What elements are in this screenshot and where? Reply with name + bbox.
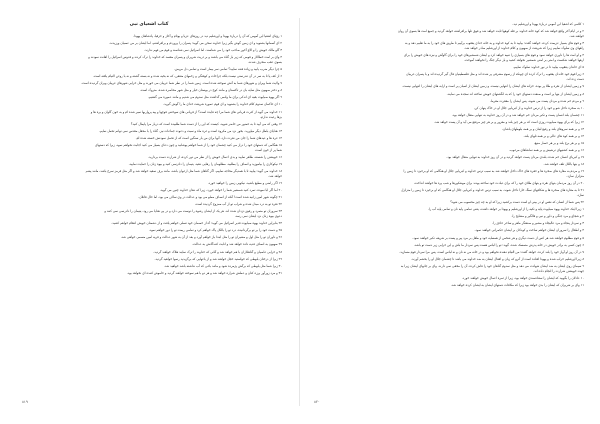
text-line: ۱۲ وقتی که می آیید تا به حضور من حاضر شوید، کیست که این را از دست شما طلبیده است که دربار مرا پایمال کنید؟ bbox=[130, 121, 282, 126]
text-line: ۴ وای بر امت خطاکار و قومی که زیر بار گناه می باشند و بر ذریت شریران و پسران مفسد که خداوند را ترک کردند و قدوس اسرائیل را اهانت نمودند و bbox=[88, 55, 282, 60]
text-line: ۱۵ و بر هر برج بلند و بر هر حصار منیع، bbox=[533, 140, 584, 145]
text-line: ۱۱ چشمان بلند انسان پست و تکبر مردان خم خواهد شد و در آن روز خداوند به تنهایی متعال خواهد بود. bbox=[451, 112, 584, 117]
text-line: ۱۴ و بر همه کوه های عالی و بر همه تلهای بلند، bbox=[523, 133, 584, 138]
text-line: ۲۰ اما اگر ابا نموده، تمرد کنید شمشیر شما را خواهد خورد، زیرا که دهان خداوند چنین می گوید. bbox=[159, 188, 282, 193]
text-line: ۱۰ عادلان را بگویید که ایشان را سعادتمندی خواهد بود، زیرا از ثمره اعمال خویش خواهند خورد. bbox=[461, 275, 584, 280]
text-line: ۸ و دختر صهیون مثل سایه بان در تاکستان و مانند کوخ در بوستان خیار و مثل شهر محاصره شده، متروک است. bbox=[139, 88, 282, 93]
text-line: ۱ کلامی که اشعیا ابن آموص دربارهٔ یهودا و اورشلیم دید. bbox=[512, 22, 584, 26]
text-line: دعوی بیوه زنان نزد ایشان نمی رسد. bbox=[234, 214, 282, 219]
text-line: بزها رغبت ندارم. bbox=[260, 114, 282, 119]
text-line: ۱۱ وای بر شریران که ایشان را بدی خواهد بود زیرا که مکافات دستهای ایشان به ایشان کرده خواهد شد. bbox=[450, 282, 584, 287]
text-line: ۱۱ خداوند می گوید از کثرت قربانی های شما مرا چه فایده است؟ از قربانی های سوختنی قوچها و پیه پرواریها سیر شده ام و به خون گاوان و بره ها و bbox=[90, 109, 282, 114]
text-line: ۹ سیمای روی ایشان به ضد ایشان شهادت می دهد و مثل سدوم گناهان خود را فاش کرده، آن را مخفی نمی دارند. وای بر جانهای ایشان زیرا به bbox=[400, 263, 584, 268]
text-line: ۳۰ زیرا شما مثل بلوطی که برگش پژمرده شود و مانند باغی که آب نداشته باشد خواهید شد. bbox=[163, 263, 282, 268]
page-gutter bbox=[299, 18, 300, 406]
text-line: ۷ در آن روز او آواز خود را بلند کرده، خواهد گفت: من التیام دهنده نخواهم بود و در خانه من نه نان و نه لباس است. پس مرا سردار قوم مسازید. bbox=[399, 249, 584, 254]
text-line: ۱۲ زیرا که برای یهوه صبایوت روزی است که بر هر چیز بلند و مغرور و بر هر چیز مرتفع می آید و آن پست خواهد شد. bbox=[433, 119, 584, 124]
text-line: ۱ زیرا اینک خداوند یهوه صبایوت پایه و تکیه را از اورشلیم و یهودا بر خواهد داشت، یعنی تمامی پایه نان و تمامی پایه آب را. bbox=[427, 207, 584, 212]
text-line: ۱۸ و بتها بالکل تلف خواهند شد. bbox=[543, 161, 584, 166]
text-line: ۱۶ خویشتن را شسته، طاهر نمایید و بدی اعمال خویش را از نظر من دور کرده، از شرارت دست بردارید. bbox=[148, 154, 282, 159]
left-page-text bbox=[16, 34, 282, 276]
text-line: ۱ رؤیای اشعیا ابن آموص که آن را دربارهٔ یهودا و اورشلیم دید در روزهای عزیا و یوتام و آحاز و حزقیا، پادشاهان یهودا. bbox=[133, 34, 282, 38]
text-line: ۸ زیرا اورشلیم خراب شده و یهودا افتاده است از آنرو که زبان و افعال ایشان به ضد خداوند می باشد تا چشمان جلال او را بخشم آورند. bbox=[411, 256, 584, 261]
text-line: متزلزل سازد. bbox=[566, 174, 584, 179]
text-line: ۶ چون کسی به برادر خویش در خانه پدرش متمسک شده، گوید: تو را لباس هست پس سردار ما باش و این خرابی زیر دست تو باشد. bbox=[413, 242, 584, 247]
text-line: خواهد شد. bbox=[268, 173, 282, 178]
text-line: راههای وی سلوک نماییم زیرا که شریعت از صهیون و کلام خداوند از اورشلیم صادر خواهد شد. bbox=[464, 46, 584, 51]
text-line: ۲ ای آسمانها بشنوید و ای زمین گوش بگیر زیرا خداوند سخن می گوید: پسران را پروردم و برافراشتم، اما ایشان بر من عصیان ورزیدند. bbox=[108, 41, 282, 46]
text-line: ۹ و مردم خم شده و مردان پست می شوند، پس ایشان را مغفرت مفرما. bbox=[489, 98, 584, 103]
text-line: ۴ و اطفال را سروران ایشان خواهم ساخت و کودکان بر ایشان حکمرانی خواهند نمود. bbox=[474, 228, 584, 233]
text-line: ۲۲ نقره تو به درد مبدل شده و شراب تو از آب ممزوج گردیده است. bbox=[194, 202, 282, 207]
text-line: ۲۸ و خرابی عاصیان و گناهکاران با هم خواهد شد و آنانی که خداوند را ترک نمایند هلاک خواهند گردید. bbox=[153, 249, 282, 254]
right-page bbox=[318, 22, 584, 402]
text-line: ۲۷ صهیون به انصاف فدیه داده خواهد شد و انابت کنندگانش به عدالت. bbox=[192, 242, 282, 247]
text-line: ۲۳ سروران تو متمرد و رفیق دزدان شده اند. هر یک از ایشان رشوه را دوست می دارد و در پی هدایا می رود. یتیمان را دادرسی نمی کنند و bbox=[104, 209, 282, 214]
book-title: کتاب اشعیای نبی bbox=[129, 22, 169, 27]
text-line: ۱۵ هنگامی که دستهای خود را دراز می کنید چشمان خود را از شما خواهم پوشانید و چون دعای بسیار می کنید اجابت نخواهم نمود، زیرا که دستهای bbox=[95, 142, 282, 147]
text-line: ۲۵ و دست خود را بر تو برگردانیده، درد تو را بالکل پاک خواهم کرد و تمامی ریمت تو را دور خواهم نمود. bbox=[148, 228, 282, 233]
text-line: جهت خویشتن شرارت را انجام داده اند. bbox=[533, 268, 584, 273]
text-line: ۳ گاو مالک خویش را و الاغ آخور صاحب خود را می شناسند، اما اسرائیل نمی شناسند و قوم من فهم ندارند. bbox=[144, 48, 282, 53]
text-line: ۲۱ تا به مغاره های صخره ها و شکافهای سنگ خارا داخل شوند، به سبب ترس خداوند و کبریایی جلال او هنگامی که او برخیزد تا زمین را متزلزل bbox=[401, 188, 584, 193]
text-line: ۱۳ و بر همه سروهای بلند و رفیع لبنان و بر همه بلوطهای باشان، bbox=[501, 126, 584, 131]
left-page bbox=[16, 22, 282, 402]
text-line: ۲ و در ایام آخر واقع خواهد شد که کوه خانه خداوند بر قله کوهها ثابت خواهد شد و فوق تلها برافراشته خواهد گردید و جمیع امت ها بسوی آن روان bbox=[397, 29, 584, 34]
text-line: ۲۴ بنابراین خداوند یهوه صبایوت قدیر اسرائیل می گوید: آه از خصمان خود تسلی خواهم یافت و از دشمنان خویش انتقام خواهم کشید. bbox=[111, 221, 282, 226]
text-line: خواهند شد. bbox=[569, 34, 584, 39]
text-line: ۹ اگر یهوه صبایوت بقیه ای اندکی برای ما وانمی گذاشت مثل سدوم می شدیم و مانند عموره می گشتیم. bbox=[147, 95, 282, 100]
text-line: شما پر از خون است. bbox=[254, 147, 282, 152]
text-line: ۵ و قوم مظلوم خواهند شد هر کس از دست دیگری و هر شخص از همسایه خود و طفل بر مرد پیر و پست بر شریف تکبر خواهند نمود. bbox=[412, 235, 584, 240]
text-line: ۲ و شجاع و مرد جنگی و داور و نبی و فالگیر و مشایخ را، bbox=[511, 214, 584, 219]
left-page-number: ۸۱۹ bbox=[22, 400, 28, 404]
text-line: ۱۷ نیکوکاری را بیاموزید و انصاف را بطلبید. مظلومان را رهایی دهید. یتیمان را دادرسی کنید و بیوه زنان را حمایت نمایید. bbox=[128, 161, 282, 166]
text-line: ۵ ای خاندان یعقوب بیایید تا در نور خداوند سلوک نماییم. bbox=[512, 65, 584, 70]
text-line: ۴ و او امت ها را داوری خواهد نمود و قوم های بسیاری را تنبیه خواهد کرد و ایشان شمشیرهای خود را برای گاوآهن و نیزه های خویش را برای bbox=[403, 53, 584, 58]
text-line: ۱۳ هدایای باطل دیگر میاورید. بخور نزد من مکروه است و غره ماه و سبت و دعوت جماعات نیز. گناه را با محفل مقدس نمی توانم تحمل نمایم. bbox=[98, 128, 282, 133]
text-line: دست زده اند. bbox=[566, 77, 584, 82]
text-line: ۶ از کف پا تا به سر در آن تندرستی نیست بلکه جراحات و کوفتگی و زخمهای متعفن، که نه بخیه شده و نه بسته گشته و نه با روغن التیام یافته است. bbox=[92, 74, 282, 79]
text-line: ۱۴ غره ها و عیدهای شما را جان من نفرت دارد. آنها برای من بار سنگین است که از تحمل نمودنش خسته شده ام. bbox=[135, 135, 282, 140]
text-line: ۳ و قوم های بسیار عزیمت کرده، خواهند گفت: بیایید تا به کوه خداوند و به خانه خدای یعقوب برآییم تا طریق های خود را به ما تعلیم دهد و به bbox=[405, 41, 584, 46]
text-line: ۱۰ به صخره داخل شو و خود را از ترس خداوند و از کبریایی جلال او در خاک پنهان کن. bbox=[473, 105, 584, 110]
text-line: ۱۹ اگر راضی و مطیع باشید، نیکویی زمین را خواهید خورد. bbox=[207, 181, 282, 186]
text-line: ۲۲ پس شما از انسان که نفس او در بینی او است دست برکشید زیرا که او به چه چیز محسوب می شود؟ bbox=[450, 200, 584, 205]
text-line: ۶ زیرا قوم خود خاندان یعقوب را ترک کرده ای چونکه از رسوم مشرقی پر شده اند و مثل فلسطینیان فال گیر گردیده اند و با پسران غریبان bbox=[406, 72, 584, 77]
text-line: ۳ و سردار پنجاه و مرد عالیجاه و مشیر و صنعتگر ماهر و ساحر حاذق را. bbox=[492, 221, 584, 226]
text-line: سازد. bbox=[576, 193, 584, 198]
right-page-text bbox=[318, 22, 584, 288]
text-line: ۷ و زمین ایشان از نقره و طلا پر بوده، خزانه های ایشان را انتهایی نیست. و زمین ایشان از اسبان پر است و ارابه های ایشان را انتهایی نیست. bbox=[402, 84, 584, 89]
text-line: ۸ و زمین ایشان از بتها پر است و صنعت دستهای خود را که به انگشتهای خویش ساخته اند سجده می نمایند. bbox=[446, 91, 584, 96]
text-line: ۱۸ خداوند می گوید: بیایید تا با همدیگر محاجه نماییم. اگر گناهان شما مثل ارغوان باشد، مانند برف سفید خواهد شد و اگر مثل قرمز سرخ باشد، مانند پشم bbox=[85, 168, 282, 173]
text-line: ۱۷ و کبریای انسان خم شده، بلندی مردان پست خواهد گردید و در آن روز خداوند به تنهایی متعال خواهد بود. bbox=[446, 154, 584, 159]
text-line: ۱۶ و بر همه کشتیهای ترشیش و بر همه تماشاهای مرغوب. bbox=[509, 147, 584, 152]
text-line: ۱۰ ای حاکمان سدوم کلام خداوند را بشنوید و ای قوم عموره شریعت خدای ما را گوش گیرید. bbox=[163, 102, 282, 107]
text-line: ۲۶ و داوران تو را مثل اول و مشیران تو را مثل ابتدا باز خواهم آورد و بعد از آن به شهر عدالت و قریه امین مسمی خواهی شد. bbox=[120, 235, 282, 240]
text-line: ۲۹ زیرا از درختان بلوطی که خواستید خجل خواهند شد و از باغهایی که برگزیدید رسوا خواهید گردید. bbox=[154, 256, 282, 261]
text-line: ۲۱ چگونه شهر امین زانیه شده است! آنکه از انصاف مملو می بود و عدالت در وی ساکن می بود، اما حال قاتلان. bbox=[138, 195, 282, 200]
right-page-number: ۸۲۰ bbox=[314, 400, 320, 404]
text-line: ۵ چرا دیگر ضرب یابید و زیاده فتنه نمایید؟ تمامی سر بیمار است و تمامی دل مریض. bbox=[173, 67, 282, 72]
text-line: ۲۰ در آن روز مردمان بتهای نقره و بتهای طلای خود را که برای عبادت خود ساخته بودند برای موشکورها و شب پره ها خواهند انداخت. bbox=[413, 181, 584, 186]
text-line: ۷ ولایت شما ویران و شهرهای شما به آتش سوخته شده است. زمین شما را در نظر شما غریبان می خورند و مثل خرابی شهرهای غریبان ویران گردیده است. bbox=[81, 81, 282, 86]
text-line: ۳۱ و مرد زورآور پرزه کتان و عملش شراره خواهد شد و هر دو با هم سوخته خواهند گردید و خاموش کننده ای نخواهد بود. bbox=[126, 270, 282, 275]
text-line: بسوی عقب منحرف شدند. bbox=[247, 60, 282, 65]
text-line: ۱۹ و مردم به مغاره های صخره ها و حفره های خاک داخل خواهند شد به سبب ترس خداوند و کبریایی جلال او هنگامی که او برخیزد تا زمین را bbox=[403, 169, 584, 174]
text-line: ارهها خواهند شکست و امتی بر امتی شمشیر نخواهد کشید و بار دیگر جنگ را نخواهند آموخت. bbox=[464, 58, 584, 63]
